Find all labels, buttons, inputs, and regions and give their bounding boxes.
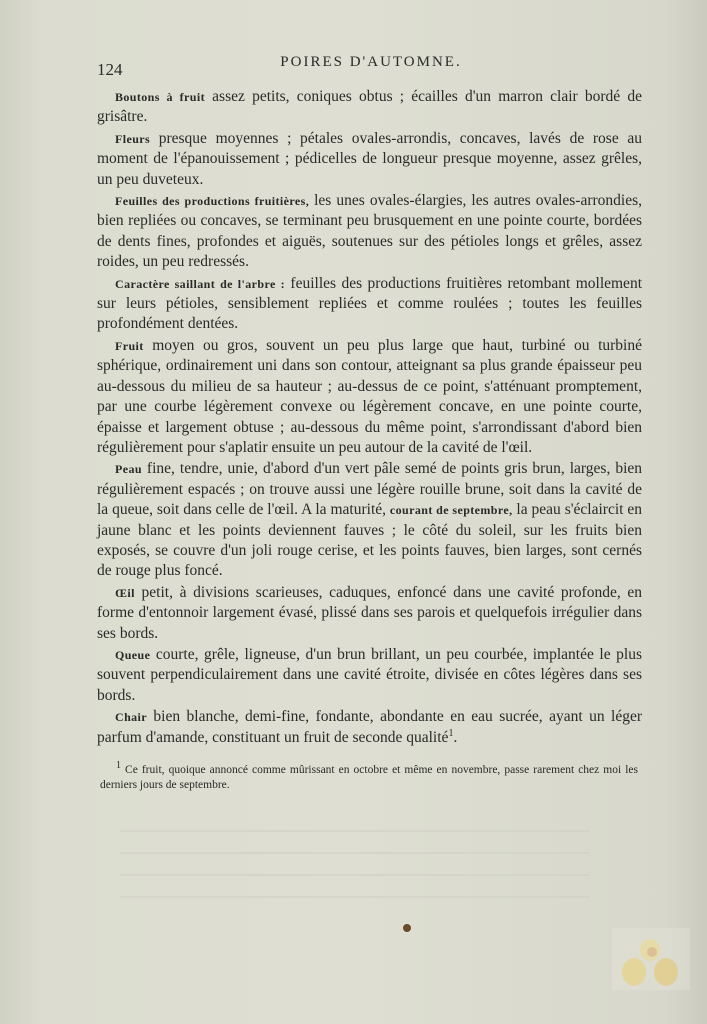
lead-term: Fleurs bbox=[115, 131, 151, 146]
paragraph-chair bbox=[97, 707, 642, 748]
paragraph-caractere bbox=[97, 274, 642, 335]
lead-term: Chair bbox=[115, 710, 147, 725]
show-through-line bbox=[120, 896, 590, 898]
paragraph-boutons bbox=[97, 87, 642, 128]
paragraph-feuilles bbox=[97, 191, 642, 273]
pear-watermark-icon bbox=[612, 928, 690, 990]
footnote-text: Ce fruit, quoique annoncé comme mûrissant en octobre et même en novembre, passe rarement chez moi les derniers jours de septembre. bbox=[100, 764, 638, 791]
lead-term: Queue bbox=[115, 647, 151, 662]
page-number: 124 bbox=[97, 60, 123, 79]
lead-term: Boutons à fruit bbox=[115, 90, 205, 104]
running-title: POIRES D'AUTOMNE. bbox=[280, 54, 462, 70]
paragraph-peau bbox=[97, 459, 642, 581]
lead-term: Œil bbox=[115, 585, 135, 600]
paragraph-text: petit, à divisions scarieuses, caduques, enfoncé dans une cavité profonde, en forme d'entonnoir largement évasé, plissé dans ses parois et quelquefois irrégulier dans ses bords. bbox=[97, 583, 642, 642]
paragraph-oeil bbox=[97, 583, 642, 644]
paragraph-queue bbox=[97, 645, 642, 706]
paragraph-text: moyen ou gros, souvent un peu plus large que haut, turbiné ou turbiné sphérique, ordinairement uni dans son contour, atteignant sa plus grande épaisseur peu au-dessous du milieu de sa hauteur ; au-dessus de ce point, s'atténuant promptement, par une courbe légèrement convexe ou légèrement concave, en une pointe courte, épaisse et largement obtuse ; au-dessous du même point, s'arrondissant d'abord bien régulièrement pour s'aplatir ensuite un peu autour de la cavité de l'œil. bbox=[97, 336, 642, 456]
paragraph-fruit bbox=[97, 336, 642, 458]
lead-term: Feuilles des productions fruitières, bbox=[115, 194, 310, 209]
show-through-line bbox=[120, 830, 590, 832]
inline-bold-term: courant de septembre, bbox=[389, 503, 513, 518]
paragraph-text: courte, grêle, ligneuse, d'un brun brillant, un peu courbée, implantée le plus souvent perpendiculairement dans une cavité étroite, divisée en côtes légères dans ses bords. bbox=[97, 645, 642, 704]
paragraph-text: fine, tendre, unie, d'abord d'un vert pâle semé de points gris brun, larges, bien régulièrement espacés ; on trouve aussi une légère rouille brune, soit dans la cavité de la queue, soit dans celle de l'œil. A la maturité, bbox=[97, 460, 642, 519]
paragraph-fleurs bbox=[97, 129, 642, 190]
show-through-line bbox=[120, 852, 590, 854]
paragraph-text: les unes ovales-élargies, les autres ovales-arrondies, bien repliées ou concaves, se terminant peu brusquement en une pointe courte, bordées de dents fines, profondes et aiguës, soutenues sur des pétioles longs et grêles, assez roides, un peu redressés. bbox=[97, 192, 642, 271]
page-header bbox=[97, 54, 645, 78]
paragraph-text-end: . bbox=[453, 728, 458, 746]
show-through-line bbox=[120, 874, 590, 876]
paragraph-text: feuilles des productions fruitières retombant mollement sur leurs pétioles, sensiblement repliées et comme roulées ; toutes les feuilles profondément dentées. bbox=[97, 274, 642, 333]
ink-spot bbox=[403, 924, 411, 932]
paragraph-text: assez petits, coniques obtus ; écailles d'un marron clair bordé de grisâtre. bbox=[97, 88, 642, 126]
footnote-marker: 1 bbox=[116, 760, 121, 772]
lead-term: Peau bbox=[115, 462, 142, 477]
lead-term: Fruit bbox=[115, 338, 144, 353]
main-text bbox=[97, 87, 642, 748]
footnote bbox=[100, 760, 638, 793]
paragraph-text: la peau s'éclaircit en jaune blanc et les points deviennent fauves ; le côté du soleil, sur les fruits bien exposés, se couvre d'un joli rouge cerise, et les points fauves, bien larges, sont cernés de rouge plus foncé. bbox=[97, 501, 642, 580]
lead-term: Caractère saillant de l'arbre : bbox=[115, 276, 286, 291]
paragraph-text: bien blanche, demi-fine, fondante, abondante en eau sucrée, ayant un léger parfum d'amande, constituant un fruit de seconde qualité bbox=[97, 708, 642, 746]
paragraph-text: presque moyennes ; pétales ovales-arrondis, concaves, lavés de rose au moment de l'épanouissement ; pédicelles de longueur presque moyenne, assez grêles, un peu duveteux. bbox=[97, 129, 642, 188]
footnote-reference: 1 bbox=[448, 727, 454, 739]
